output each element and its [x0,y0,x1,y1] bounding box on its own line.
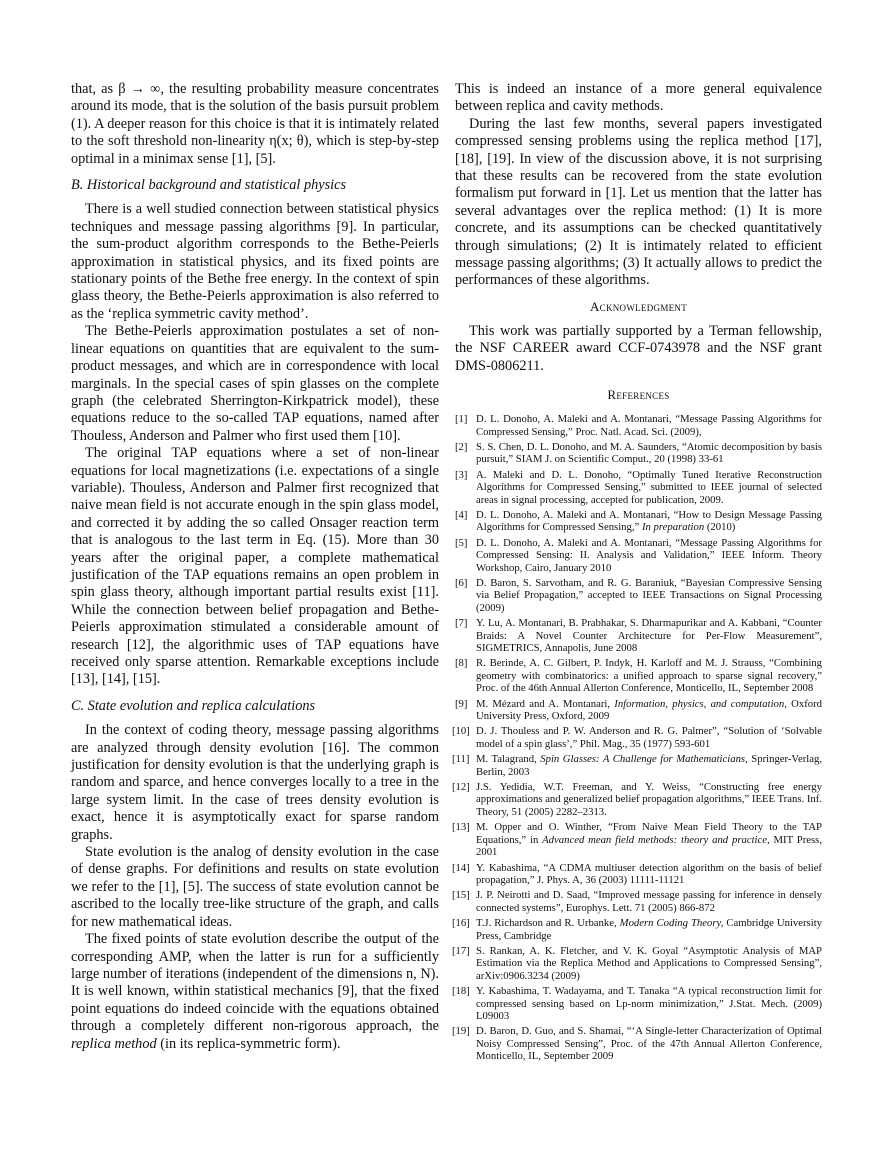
reference-text: S. Rankan, A. K. Fletcher, and V. K. Goyal “Asymptotic Analysis of MAP Estimation via the Replica Method and Applications to Compressed Sensing”, arXiv:0906.3234 (2009) [476,944,822,982]
reference-text: M. Opper and O. Winther, “From Naive Mean Field Theory to the TAP Equations,” in [476,821,822,846]
reference-list [452,413,823,1063]
paragraph-equivalence: This is indeed an instance of a more general equivalence between replica and cavity methods. [455,81,822,115]
reference-item [455,537,822,574]
paragraph-intro: that, as β → ∞, the resulting probability measure concentrates around its mode, that is the solution of the basis pursuit problem (1). A deeper reason for this choice is that it is intimately related to the soft threshold non-linearity η(x; θ), which is step-by-step optimal in a minimax sense [1], [5]. [71,81,439,167]
reference-text: Y. Lu, A. Montanari, B. Prabhakar, S. Dharmapurikar and A. Kabbani, “Counter Braids: A Novel Counter Architecture for Per-Flow Measurement”, SIGMETRICS, Annapolis, June 2008 [476,617,822,654]
reference-number: [14] [452,861,470,874]
reference-text: D. L. Donoho, A. Maleki and A. Montanari, “How to Design Message Passing Algorithms for Compressed Sensing,” [476,508,822,534]
reference-text: M. Talagrand, [476,753,541,766]
reference-emphasis: Advanced mean field methods: theory and practice, [542,833,770,846]
reference-item [452,917,823,942]
reference-text: T.J. Richardson and R. Urbanke, [476,917,620,930]
reference-emphasis: Modern Coding Theory, [619,917,724,930]
reference-text: D. L. Donoho, A. Maleki and A. Montanari, “Message Passing Algorithms for Compressed Sensing: II. Analysis and Validation,” IEEE Inform. Theory Workshop, Cairo, January 2010 [476,536,822,574]
reference-item [455,617,822,654]
reference-number: [4] [455,508,468,521]
section-heading-c: C. State evolution and replica calculations [71,697,316,714]
reference-item [455,657,822,694]
reference-number: [8] [455,657,468,670]
reference-item [455,509,822,534]
acknowledgment-heading: Acknowledgment [589,298,688,314]
reference-item [455,698,822,723]
paragraph-statistical-physics: There is a well studied connection between statistical physics techniques and message passing algorithms [9]. In particular, the sum-product algorithm corresponds to the Bethe-Peierls approximation in statistical physics, and its fixed points are stationary points of the Bethe free energy. In the context of spin glass theory, the Bethe-Peierls approximation is also referred to as the ‘replica symmetric cavity method’. [71,201,439,322]
reference-text: D. J. Thouless and P. W. Anderson and R. G. Palmer”, “Solution of ‘Solvable model of a spin glass’,” Phil. Mag., 35 (1977) 593-601 [476,725,822,750]
reference-item [455,413,822,438]
reference-text: Oxford University Press, Oxford, 2009 [476,697,822,723]
reference-number: [13] [452,821,470,834]
reference-item [455,577,822,614]
reference-number: [11] [452,753,470,766]
paragraph-fixed-points [71,931,439,1053]
reference-number: [9] [455,697,468,710]
reference-item [452,753,822,778]
reference-emphasis: In preparation [641,521,705,534]
reference-number: [5] [455,536,468,549]
reference-text: MIT Press, 2001 [476,833,822,859]
paragraph-density-evolution: In the context of coding theory, message passing algorithms are analyzed through density evolution [16]. The common justification for density evolution is that the underlying graph is random and sparce, and hence converges locally to a tree in the large system limit. In the case of trees density evolution is exact, hence it is asymptotically exact for sparse random graphs. [71,722,439,843]
reference-number: [1] [455,413,468,426]
reference-number: [15] [452,889,470,902]
section-heading-b: B. Historical background and statistical physics [71,177,347,194]
reference-text: R. Berinde, A. C. Gilbert, P. Indyk, H. Karloff and M. J. Strauss, “Combining geometry with combinatorics: a unified approach to sparse signal recovery,” Proc. of the 46th Annual Allerton Conference, Monticello, IL, September 2008 [476,657,822,695]
reference-text: M. Mézard and A. Montanari, [476,697,615,710]
reference-item [452,985,822,1022]
reference-text: J. P. Neirotti and D. Saad, “Improved message passing for inference in densely connected systems”, Europhys. Lett. 71 (2005) 866-872 [476,889,822,914]
reference-item [452,1025,822,1063]
reference-text: Cambridge University Press, Cambridge [476,917,823,942]
reference-number: [17] [452,944,470,957]
reference-number: [10] [452,725,470,738]
reference-text: D. L. Donoho, A. Maleki and A. Montanari, “Message Passing Algorithms for Compressed Sensing,” Proc. Natl. Acad. Sci. (2009), [476,413,822,438]
reference-item [452,944,822,982]
reference-number: [18] [452,985,470,998]
reference-emphasis: Information, physics, and computation, [614,697,787,710]
right-column [452,81,823,1066]
references-heading: References [607,387,670,403]
reference-item [452,861,822,887]
reference-text: D. Baron, S. Sarvotham, and R. G. Baraniuk, “Bayesian Compressive Sensing via Belief Propagation,” accepted to IEEE Transactions on Signal Processing (2009) [476,576,822,614]
reference-text: Y. Kabashima, “A CDMA multiuser detection algorithm on the basis of belief propagation,” J. Phys. A, 36 (2003) 11111-11121 [476,861,822,886]
reference-item [455,441,822,466]
reference-item [452,889,822,914]
paragraph-recent-papers: During the last few months, several papers investigated compressed sensing problems using the replica method [17], [18], [19]. In view of the discussion above, it is not surprising that these results can be recovered from the state evolution formalism put forward in [1]. Let us mention that the latter has several advantages over the replica method: (1) It is more concrete, and its assumptions can be checked quantitatively through simulations; (2) It is intimately related to efficient message passing algorithms; (3) It actually allows to predict the performances of these algorithms. [455,115,822,289]
fixed-points-text-b: (in its replica-symmetric form). [156,1035,341,1052]
reference-number: [7] [455,617,468,630]
acknowledgment-text: This work was partially supported by a Terman fellowship, the NSF CAREER award CCF-0743978 and the NSF grant DMS-0806211. [455,322,822,374]
paragraph-tap-equations: The original TAP equations where a set of non-linear equations for local magnetizations (i.e. expectations of a single variable). Thouless, Anderson and Palmer first recognized that naive mean field is not accurate enough in the spin glass model, and corrected it by adding the so called Onsager reaction term that is analogous to the last term in Eq. (15). More than 30 years after the original paper, a complete mathematical justification of the TAP equations remains an open problem in spin glass theory, although important partial results exist [11]. While the connection between belief propagation and Bethe-Peierls approximation stimulated a considerable amount of research [12], the algorithmic uses of TAP equations have received only sparse attention. Remarkable exceptions include [13], [14], [15]. [71,445,439,688]
reference-text: Y. Kabashima, T. Wadayama, and T. Tanaka “A typical reconstruction limit for compressed sensing based on Lp-norm minimization,” J.Stat. Mech. (2009) L09003 [476,985,822,1022]
reference-item [452,821,822,859]
reference-text: (2010) [704,521,736,534]
reference-number: [19] [452,1025,470,1038]
reference-item [455,469,822,506]
reference-number: [16] [452,917,470,930]
paragraph-bethe-peierls: The Bethe-Peierls approximation postulates a set of non-linear equations on quantities that are equivalent to the sum-product messages, and which are in correspondence with local marginals. In the special cases of spin glasses on the complete graph (the celebrated Sherrington-Kirkpatrick model), these equations reduce to the so-called TAP equations, named after Thouless, Anderson and Palmer who first used them [10]. [71,323,439,444]
replica-method-emphasis: replica method [71,1035,157,1052]
paragraph-state-evolution: State evolution is the analog of density evolution in the case of dense graphs. For definitions and results on state evolution we refer to the [1], [5]. The success of state evolution cannot be ascribed to the locally tree-like structure of the graph, and calls for new mathematical ideas. [71,844,439,930]
reference-text: Springer-Verlag, Berlin, 2003 [476,753,822,778]
reference-number: [3] [455,468,468,481]
left-column [71,81,439,1053]
reference-number: [12] [452,781,470,794]
fixed-points-text-a: The fixed points of state evolution describe the output of the corresponding AMP, when the latter is run for a sufficiently large number of iterations (independent of the dimensions n, N). It is well known, within statistical mechanics [9], that the fixed point equations do indeed coincide with the equations obtained through a completely different non-rigorous approach, the [71,931,439,1035]
reference-number: [2] [455,440,468,453]
reference-text: S. S. Chen, D. L. Donoho, and M. A. Saunders, “Atomic decomposition by basis pursuit,” SIAM J. on Scientific Comput., 20 (1998) 33-61 [476,440,822,466]
reference-text: A. Maleki and D. L. Donoho, “Optimally Tuned Iterative Reconstruction Algorithms for Compressed Sensing,” submitted to IEEE journal of selected areas in signal processing, accepted for publication, 2009. [476,468,822,506]
reference-text: D. Baron, D. Guo, and S. Shamai, “‘A Single-letter Characterization of Optimal Noisy Compressed Sensing”, Proc. of the 47th Annual Allerton Conference, Monticello, IL, September 2009 [476,1025,822,1063]
reference-text: J.S. Yedidia, W.T. Freeman, and Y. Weiss, “Constructing free energy approximations and generalized belief propagation algorithms,” IEEE Trans. Inf. Theory, 51 (2005) 2282–2313. [476,781,822,818]
reference-emphasis: Spin Glasses: A Challenge for Mathematicians, [540,753,748,766]
reference-number: [6] [455,576,468,589]
reference-item [452,725,822,750]
reference-item [452,781,822,818]
